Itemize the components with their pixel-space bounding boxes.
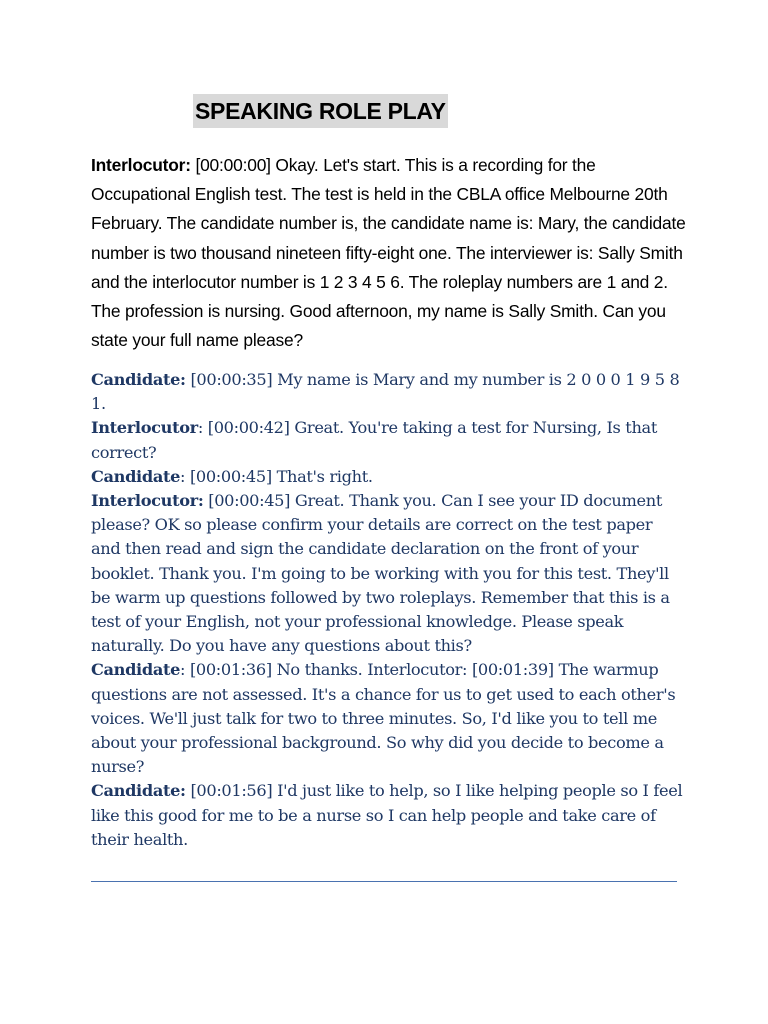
dialogue-line bbox=[91, 416, 683, 464]
speaker-label: Candidate bbox=[91, 466, 181, 486]
line-text: : [00:01:36] No thanks. Interlocutor: [00:01:39] The warmup questions are not assessed. It's a chance for us to get used to each other's voices. We'll just talk for two to three minutes. So, I'd like you to tell me about your professional background. So why did you decide to become a nurse? bbox=[91, 660, 676, 777]
speaker-label: Candidate bbox=[91, 660, 181, 680]
speaker-label: Candidate: bbox=[91, 370, 186, 389]
horizontal-rule bbox=[91, 881, 677, 882]
dialogue-line bbox=[91, 368, 683, 416]
line-text: [00:00:35] My name is Mary and my number is 2 0 0 0 1 9 5 8 1. bbox=[91, 370, 680, 414]
line-text: : [00:00:45] That's right. bbox=[180, 466, 373, 486]
line-text: [00:01:56] I'd just like to help, so I like helping people so I feel like this good for me to be a nurse so I can help people and take care of their health. bbox=[91, 781, 683, 849]
line-text: : [00:00:42] Great. You're taking a test for Nursing, Is that correct? bbox=[91, 418, 657, 462]
speaker-label: Interlocutor bbox=[91, 418, 198, 438]
speaker-label: Candidate: bbox=[91, 781, 186, 801]
line-text: [00:00:45] Great. Thank you. Can I see your ID document please? OK so please confirm your details are correct on the test paper and then read and sign the candidate declaration on the front of your booklet. Thank you. I'm going to be working with you for this test. They'll be warm up questions followed by two roleplays. Remember that this is a test of your English, not your professional knowledge. Please speak naturally. Do you have any questions about this? bbox=[91, 491, 670, 656]
document-title: SPEAKING ROLE PLAY bbox=[193, 94, 448, 128]
speaker-label: Interlocutor: bbox=[91, 491, 204, 511]
dialogue-transcript bbox=[91, 368, 683, 852]
intro-text: [00:00:00] Okay. Let's start. This is a recording for the Occupational English test. The test is held in the CBLA office Melbourne 20th February. The candidate number is, the candidate name is: Mary, the candidate number is two thousand nineteen fifty-eight one. The interviewer is: Sally Smith and the interlocutor number is 1 2 3 4 5 6. The roleplay numbers are 1 and 2. The profession is nursing. Good afternoon, my name is Sally Smith. Can you state your full name please? bbox=[91, 155, 686, 351]
dialogue-line bbox=[91, 489, 683, 658]
intro-speaker-label: Interlocutor: bbox=[91, 155, 191, 175]
dialogue-line bbox=[91, 779, 683, 852]
intro-paragraph bbox=[91, 151, 691, 355]
dialogue-line bbox=[91, 658, 683, 779]
dialogue-line bbox=[91, 465, 683, 489]
